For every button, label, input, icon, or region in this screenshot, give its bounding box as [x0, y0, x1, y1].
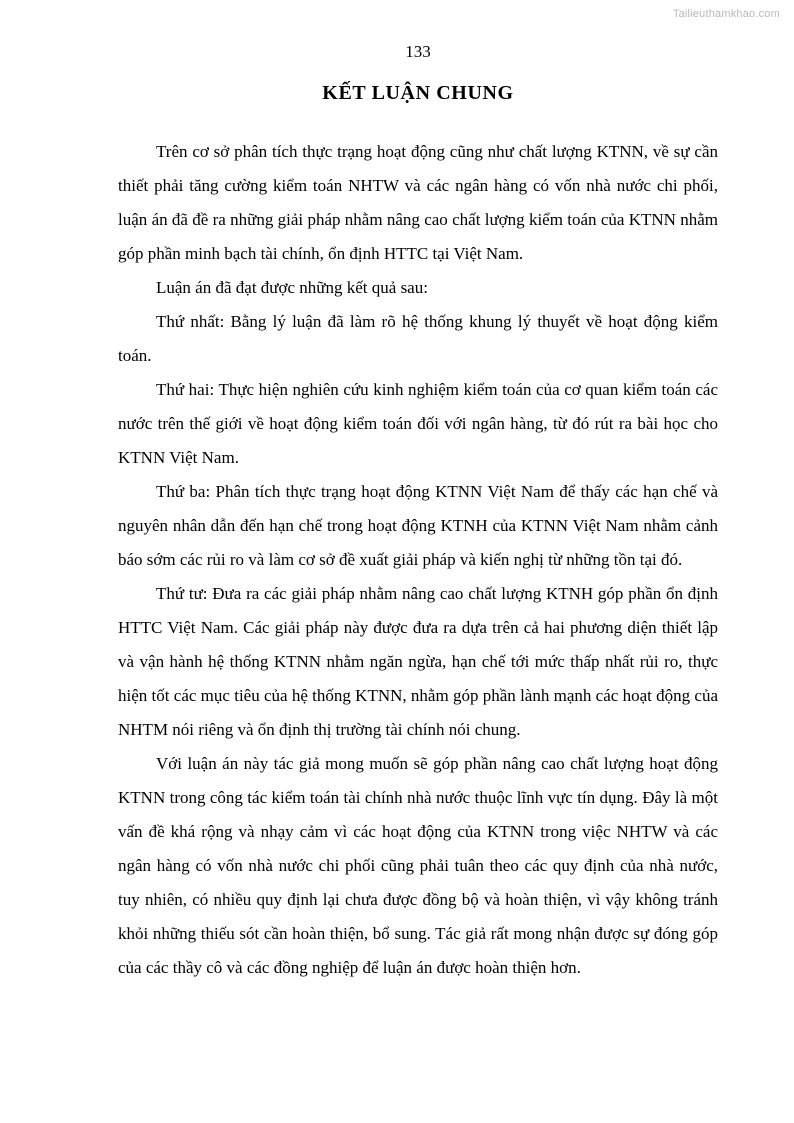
paragraph-6: Thứ tư: Đưa ra các giải pháp nhằm nâng cao chất lượng KTNH góp phần ổn định HTTC Việt Nam. Các giải pháp này được đưa ra dựa trên cả hai phương diện thiết lập và vận hành hệ thống KTNN nhằm ngăn ngừa, hạn chế tới mức thấp nhất rủi ro, thực hiện tốt các mục tiêu của hệ thống KTNN, nhằm góp phần lành mạnh các hoạt động của NHTM nói riêng và ổn định thị trường tài chính nói chung.: [118, 583, 718, 739]
paragraph-5: Thứ ba: Phân tích thực trạng hoạt động KTNN Việt Nam để thấy các hạn chế và nguyên nhân dẫn đến hạn chế trong hoạt động KTNH của KTNN Việt Nam nhằm cảnh báo sớm các rủi ro và làm cơ sở đề xuất giải pháp và kiến nghị từ những tồn tại đó.: [118, 481, 718, 569]
paragraph-4: Thứ hai: Thực hiện nghiên cứu kinh nghiệm kiểm toán của cơ quan kiểm toán các nước trên thế giới về hoạt động kiểm toán đối với ngân hàng, từ đó rút ra bài học cho KTNN Việt Nam.: [118, 379, 718, 467]
paragraph-3: Thứ nhất: Bằng lý luận đã làm rõ hệ thống khung lý thuyết về hoạt động kiểm toán.: [118, 311, 718, 365]
paragraph-7: Với luận án này tác giả mong muốn sẽ góp phần nâng cao chất lượng hoạt động KTNN trong công tác kiểm toán tài chính nhà nước thuộc lĩnh vực tín dụng. Đây là một vấn đề khá rộng và nhạy cảm vì các hoạt động của KTNN trong việc NHTW và các ngân hàng có vốn nhà nước chi phối cũng phải tuân theo các quy định của nhà nước, tuy nhiên, có nhiều quy định lại chưa được đồng bộ và hoàn thiện, vì vậy không tránh khỏi những thiếu sót cần hoàn thiện, bổ sung. Tác giả rất mong nhận được sự đóng góp của các thầy cô và các đồng nghiệp để luận án được hoàn thiện hơn.: [118, 753, 718, 977]
paragraph-1: Trên cơ sở phân tích thực trạng hoạt động cũng như chất lượng KTNN, về sự cần thiết phải tăng cường kiểm toán NHTW và các ngân hàng có vốn nhà nước chi phối, luận án đã đề ra những giải pháp nhằm nâng cao chất lượng kiểm toán của KTNN nhằm góp phần minh bạch tài chính, ổn định HTTC tại Việt Nam.: [118, 141, 718, 263]
page-content: [118, 40, 718, 985]
paragraph-2: Luận án đã đạt được những kết quả sau:: [156, 277, 428, 297]
page-number: 133: [405, 42, 431, 61]
page-title: KẾT LUẬN CHUNG: [322, 81, 514, 104]
watermark-text: Tailieuthamkhao.com: [672, 8, 780, 20]
